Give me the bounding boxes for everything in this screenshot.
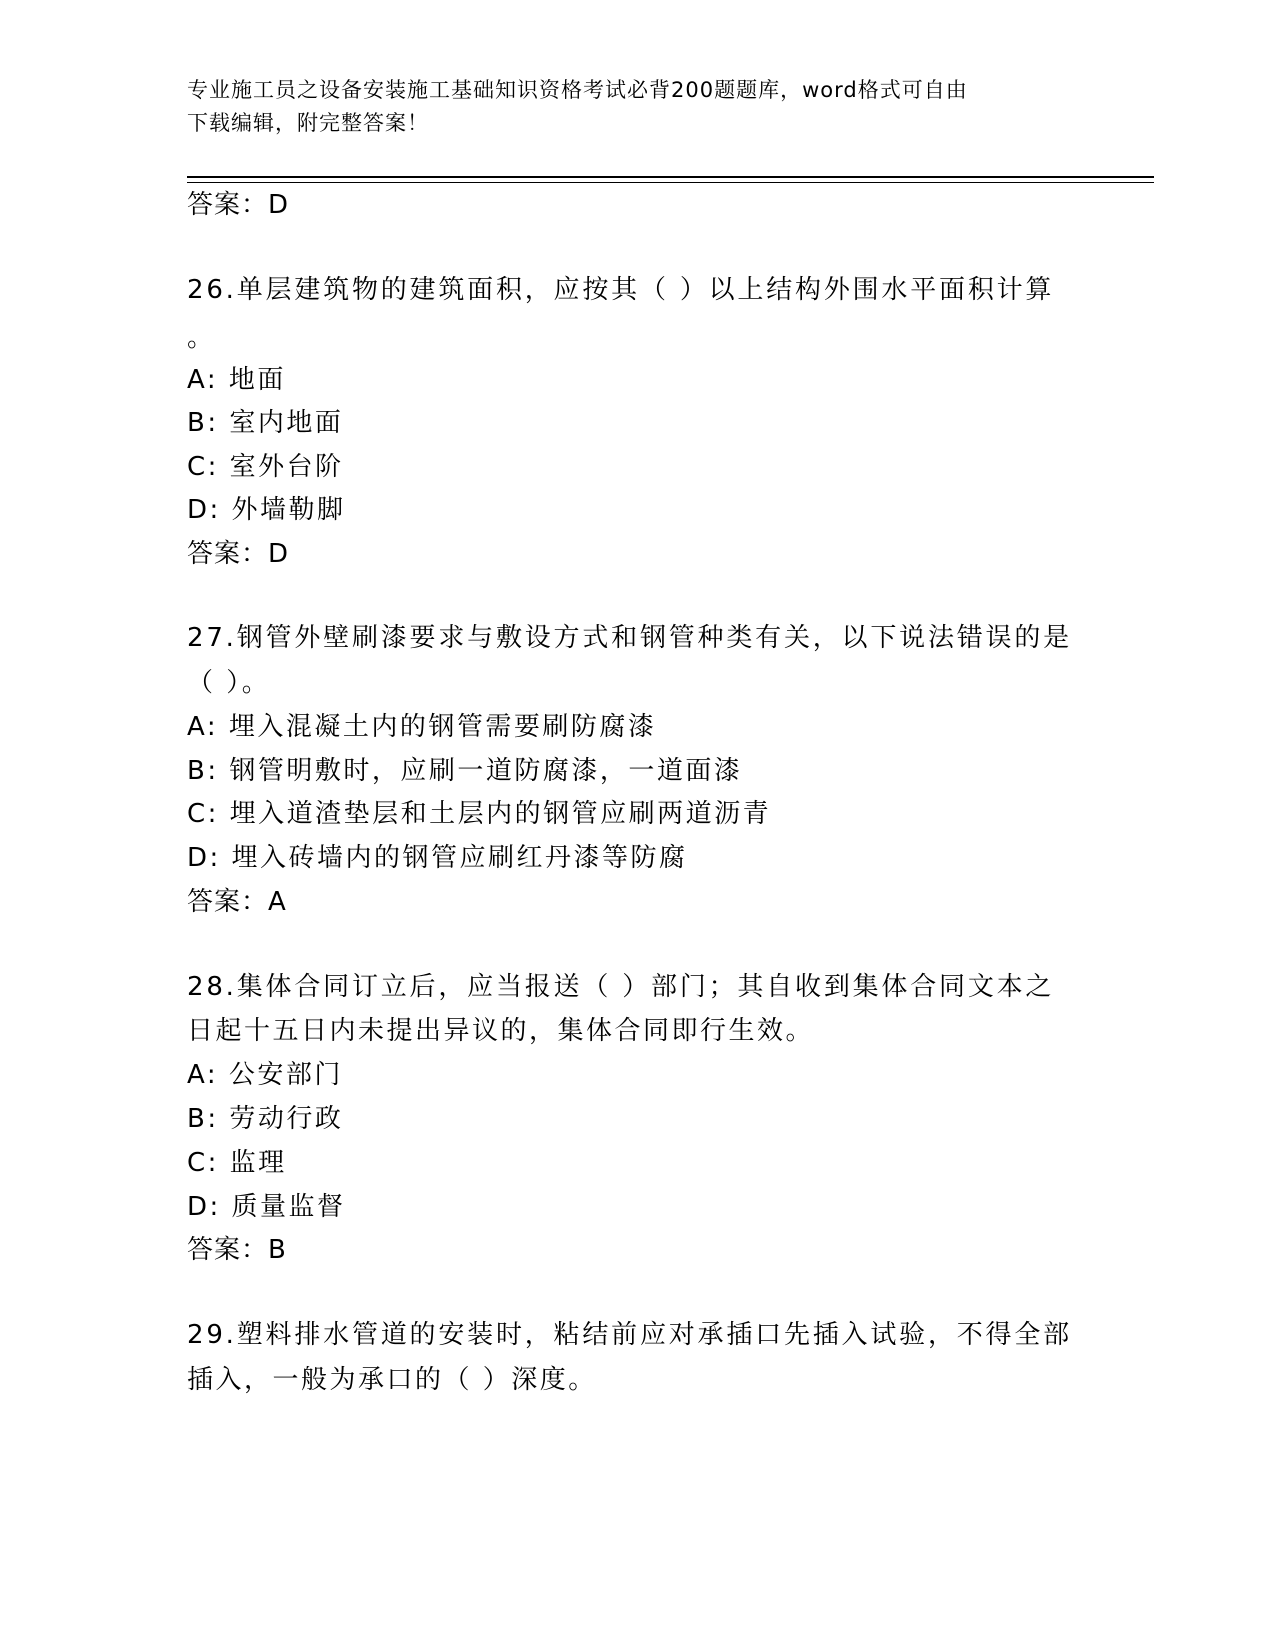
question-28-option-a: A: 公安部门 xyxy=(187,1060,343,1090)
question-27-option-d: D: 埋入砖墙内的钢管应刷红丹漆等防腐 xyxy=(187,843,688,873)
prev-answer: 答案：D xyxy=(187,190,290,220)
question-28-stem-line-1: 28.集体合同订立后，应当报送（ ）部门；其自收到集体合同文本之 xyxy=(187,972,1055,1002)
question-26-stem-line-1: 26.单层建筑物的建筑面积，应按其（ ）以上结构外围水平面积计算 xyxy=(187,275,1055,305)
question-26-stem-line-2: 。 xyxy=(187,323,216,353)
header-divider-thick xyxy=(187,176,1154,178)
question-27-option-b: B: 钢管明敷时，应刷一道防腐漆，一道面漆 xyxy=(187,756,743,786)
question-29-stem-line-1: 29.塑料排水管道的安装时，粘结前应对承插口先插入试验，不得全部 xyxy=(187,1320,1072,1350)
header-divider-thin xyxy=(187,182,1154,183)
header-line-1: 专业施工员之设备安装施工基础知识资格考试必背200题题库，word格式可自由 xyxy=(187,78,968,102)
question-27-stem-line-2: （ ）。 xyxy=(187,668,271,698)
document-header xyxy=(187,74,1067,140)
question-27-answer: 答案：A xyxy=(187,887,287,917)
question-27-stem-line-1: 27.钢管外壁刷漆要求与敷设方式和钢管种类有关，以下说法错误的是 xyxy=(187,623,1072,653)
question-26-option-d: D: 外墙勒脚 xyxy=(187,495,346,525)
question-28-option-d: D: 质量监督 xyxy=(187,1192,346,1222)
question-26-option-a: A: 地面 xyxy=(187,365,286,395)
question-28-option-c: C: 监理 xyxy=(187,1148,287,1178)
question-26-answer: 答案：D xyxy=(187,539,290,569)
question-26-option-c: C: 室外台阶 xyxy=(187,452,344,482)
question-28-stem-line-2: 日起十五日内未提出异议的，集体合同即行生效。 xyxy=(187,1016,815,1046)
question-28-answer: 答案：B xyxy=(187,1235,287,1265)
question-27-option-a: A: 埋入混凝土内的钢管需要刷防腐漆 xyxy=(187,712,657,742)
question-26-option-b: B: 室内地面 xyxy=(187,408,344,438)
question-28-option-b: B: 劳动行政 xyxy=(187,1104,344,1134)
question-29-stem-line-2: 插入，一般为承口的（ ）深度。 xyxy=(187,1365,597,1395)
header-line-2: 下载编辑，附完整答案！ xyxy=(187,111,429,135)
question-27-option-c: C: 埋入道渣垫层和土层内的钢管应刷两道沥青 xyxy=(187,799,772,829)
